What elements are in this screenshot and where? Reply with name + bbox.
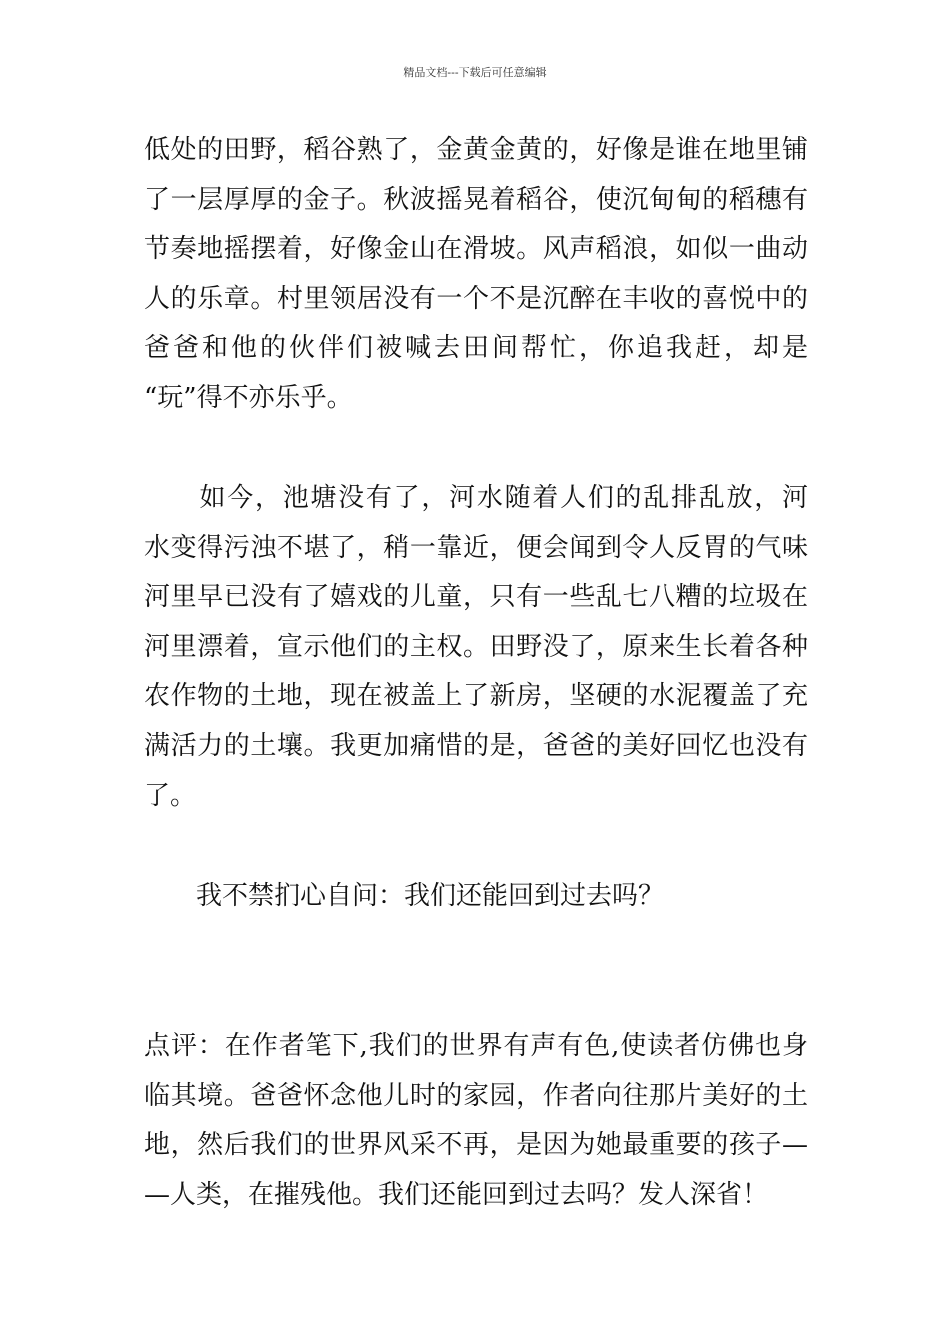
text-line: 如今，池塘没有了，河水随着人们的乱排乱放，河 (144, 483, 808, 513)
text-line: 临其境。爸爸怀念他儿时的家园，作者向往那片美好的土 (144, 1080, 808, 1111)
text-line: 节奏地摇摆着，好像金山在滑坡。风声稻浪，如似一曲动 (144, 234, 808, 265)
paragraph-commentary (144, 1022, 808, 1220)
text-line: 农作物的土地，现在被盖上了新房，坚硬的水泥覆盖了充 (144, 681, 808, 712)
text-line: “玩”得不亦乐乎。 (144, 382, 353, 413)
text-line: 低处的田野，稻谷熟了，金黄金黄的，好像是谁在地里铺 (144, 135, 808, 165)
text-line: 我不禁扪心自问：我们还能回到过去吗？ (144, 881, 665, 911)
page-header: 精品文档---下载后可任意编辑 (403, 66, 547, 79)
text-line: 了一层厚厚的金子。秋波摇晃着稻谷，使沉甸甸的稻穗有 (144, 184, 808, 215)
text-line: 人的乐章。村里领居没有一个不是沉醉在丰收的喜悦中的 (144, 283, 808, 314)
text-line: 爸爸和他的伙伴们被喊去田间帮忙，你追我赶，却是 (144, 333, 808, 364)
text-line: 河里漂着，宣示他们的主权。田野没了，原来生长着各种 (144, 631, 808, 662)
text-line: 水变得污浊不堪了，稍一靠近，便会闻到令人反胃的气味 (144, 532, 808, 563)
text-line: 河里早已没有了嬉戏的儿童，只有一些乱七八糟的垃圾在 (144, 582, 808, 613)
paragraph-harvest-memory (144, 126, 808, 424)
text-line: 了。 (144, 780, 197, 811)
text-line: 地，然后我们的世界风采不再，是因为她最重要的孩子— (144, 1130, 808, 1161)
paragraph-present-day (144, 474, 808, 821)
text-line: 点评：在作者笔下,我们的世界有声有色,使读者仿佛也身 (144, 1031, 808, 1061)
paragraph-reflection (144, 872, 808, 922)
text-line: —人类，在摧残他。我们还能回到过去吗？发人深省！ (144, 1179, 769, 1210)
text-line: 满活力的土壤。我更加痛惜的是，爸爸的美好回忆也没有 (144, 730, 808, 761)
